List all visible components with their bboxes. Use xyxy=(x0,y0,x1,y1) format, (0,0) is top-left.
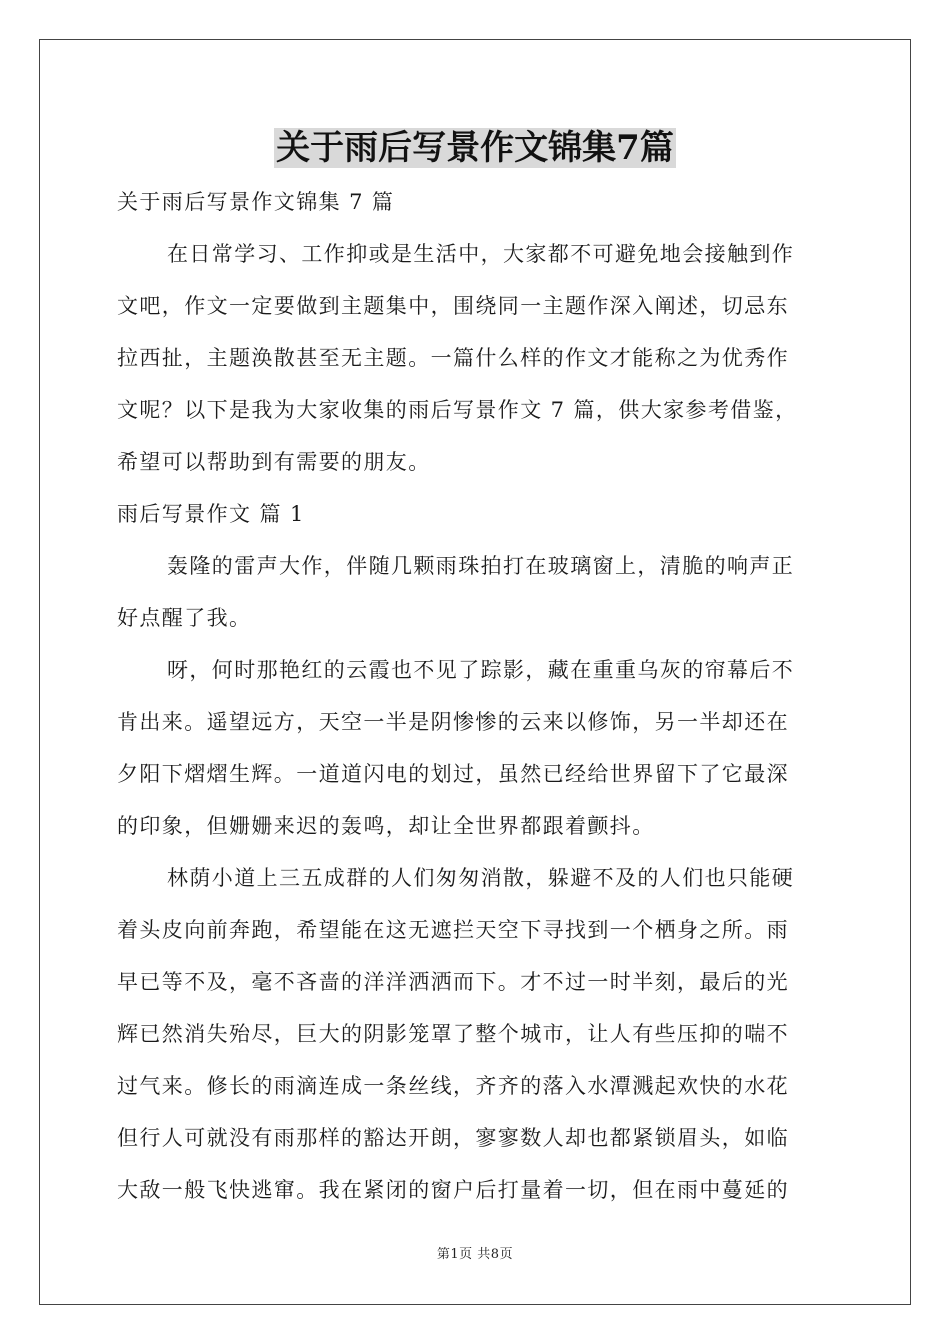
text-line: 的印象，但姗姗来迟的轰鸣，却让全世界都跟着颤抖。 xyxy=(117,814,655,838)
text-line: 早已等不及，毫不吝啬的洋洋洒洒而下。才不过一时半刻，最后的光 xyxy=(117,970,789,994)
text-line: 辉已然消失殆尽，巨大的阴影笼罩了整个城市，让人有些压抑的喘不 xyxy=(117,1022,789,1046)
text-line: 雨后写景作文 篇 1 xyxy=(117,502,305,526)
text-line: 过气来。修长的雨滴连成一条丝线，齐齐的落入水潭溅起欢快的水花 xyxy=(117,1074,789,1098)
text-line: 着头皮向前奔跑，希望能在这无遮拦天空下寻找到一个栖身之所。雨 xyxy=(117,918,789,942)
page-footer: 第1页 共8页 xyxy=(436,1247,514,1262)
title-wrap xyxy=(0,128,950,168)
text-line: 呀，何时那艳红的云霞也不见了踪影，藏在重重乌灰的帘幕后不 xyxy=(167,658,795,682)
text-line: 但行人可就没有雨那样的豁达开朗，寥寥数人却也都紧锁眉头，如临 xyxy=(117,1126,789,1150)
text-line: 轰隆的雷声大作，伴随几颗雨珠拍打在玻璃窗上，清脆的响声正 xyxy=(167,554,795,578)
text-line: 希望可以帮助到有需要的朋友。 xyxy=(117,450,431,474)
text-line: 关于雨后写景作文锦集 7 篇 xyxy=(117,190,395,214)
text-line: 好点醒了我。 xyxy=(117,606,252,630)
text-line: 文呢？以下是我为大家收集的雨后写景作文 7 篇，供大家参考借鉴， xyxy=(117,398,798,422)
text-line: 拉西扯，主题涣散甚至无主题。一篇什么样的作文才能称之为优秀作 xyxy=(117,346,789,370)
text-line: 肯出来。遥望远方，天空一半是阴惨惨的云来以修饰，另一半却还在 xyxy=(117,710,789,734)
document-title: 关于雨后写景作文锦集7篇 xyxy=(276,128,674,168)
text-line: 文吧，作文一定要做到主题集中，围绕同一主题作深入阐述，切忌东 xyxy=(117,294,789,318)
document-body xyxy=(117,176,833,1216)
text-line: 夕阳下熠熠生辉。一道道闪电的划过，虽然已经给世界留下了它最深 xyxy=(117,762,789,786)
text-line: 在日常学习、工作抑或是生活中，大家都不可避免地会接触到作 xyxy=(167,242,795,266)
text-line: 林荫小道上三五成群的人们匆匆消散，躲避不及的人们也只能硬 xyxy=(167,866,795,890)
text-line: 大敌一般飞快逃窜。我在紧闭的窗户后打量着一切，但在雨中蔓延的 xyxy=(117,1178,789,1202)
